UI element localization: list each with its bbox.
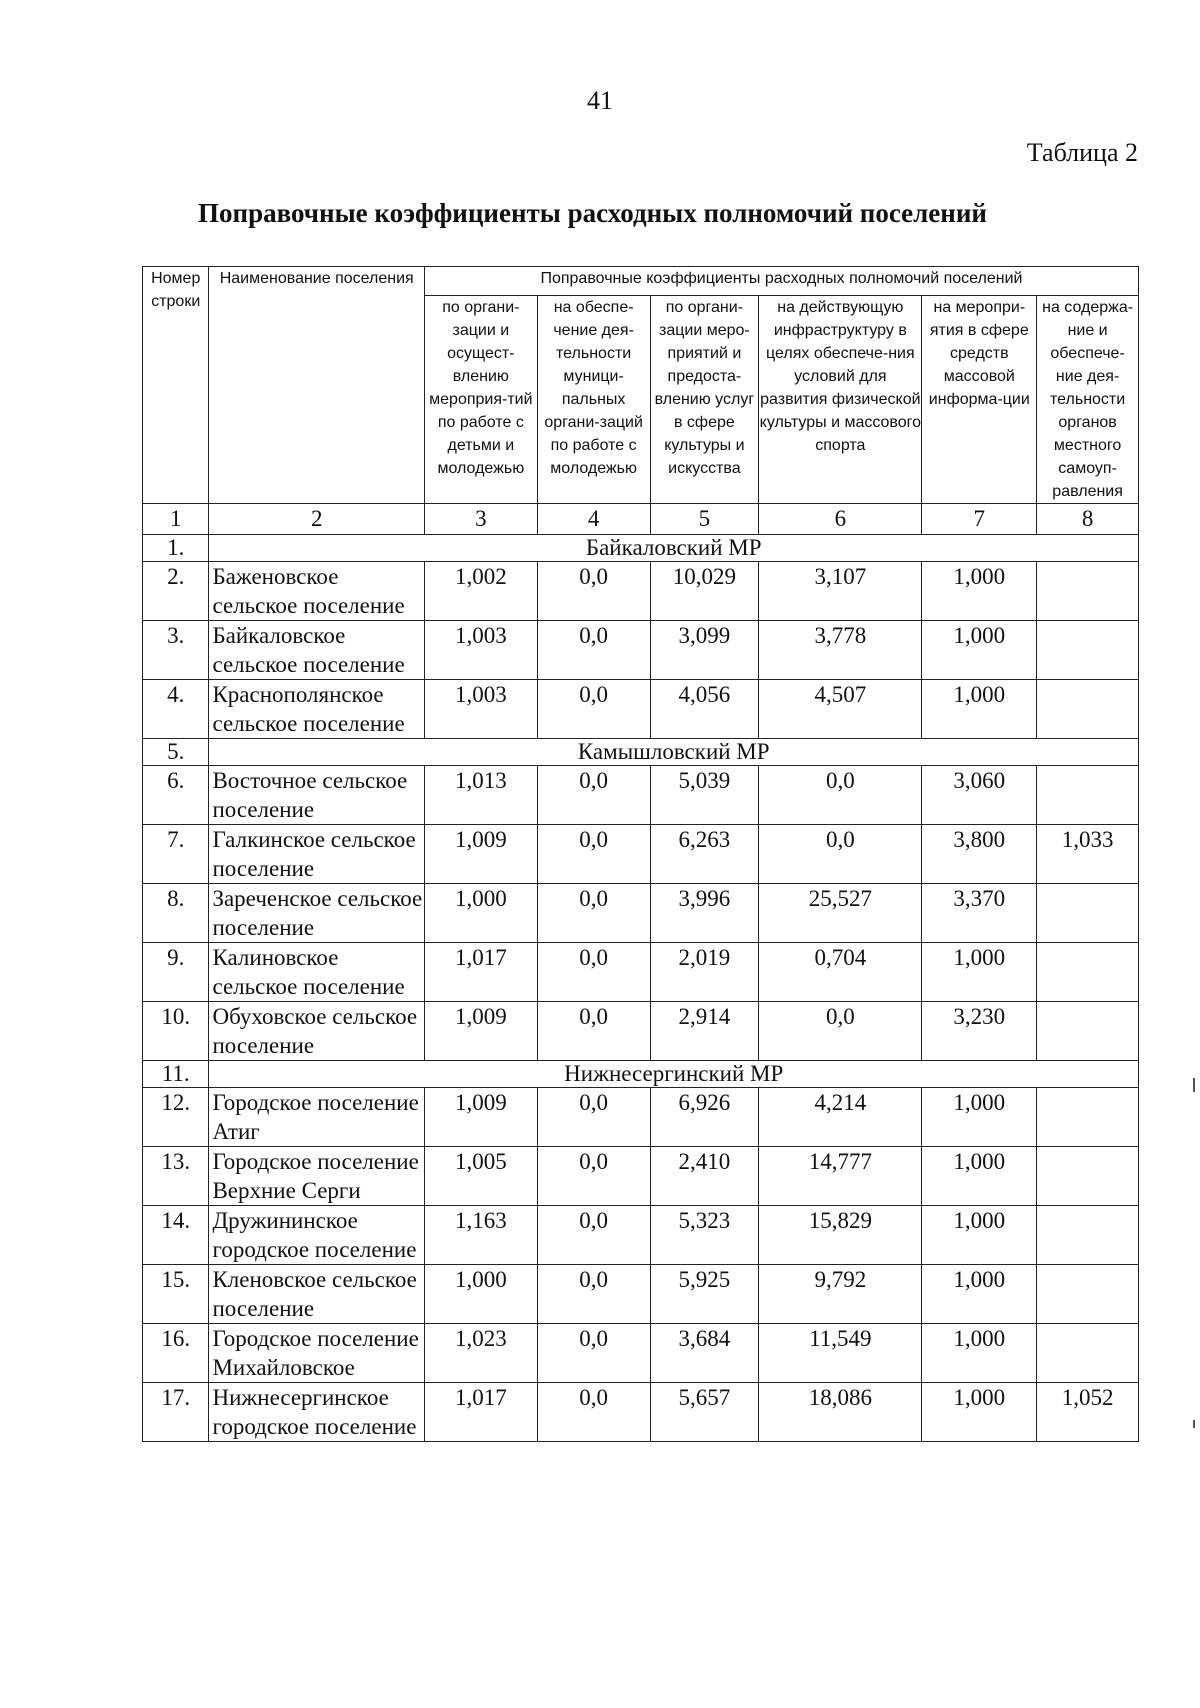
row-number: 1. [143,535,209,562]
table-row [143,1147,1139,1206]
column-number: 3 [424,504,537,535]
coefficient-value: 0,0 [537,884,650,943]
coefficient-value: 11,549 [759,1324,922,1383]
coefficient-value: 1,017 [424,1383,537,1442]
coefficient-value: 0,704 [759,943,922,1002]
row-number: 5. [143,739,209,766]
row-number: 7. [143,825,209,884]
row-number: 2. [143,562,209,621]
row-number: 3. [143,621,209,680]
settlement-name: Зареченское сельское поселение [209,884,425,943]
coefficient-value: 1,163 [424,1206,537,1265]
coefficient-value: 1,033 [1037,825,1139,884]
coefficient-value: 3,778 [759,621,922,680]
coefficient-value: 5,657 [650,1383,759,1442]
coefficient-value: 0,0 [759,825,922,884]
coefficient-value: 1,000 [922,1206,1037,1265]
coefficient-value: 1,000 [922,943,1037,1002]
coefficient-value: 0,0 [537,943,650,1002]
header-col-5: по органи-зации меро-приятий и предоста-влению услуг в сфере культуры и искусства [650,296,759,504]
row-number: 15. [143,1265,209,1324]
coefficient-value [1037,621,1139,680]
header-col-4: на обеспе-чение дея-тельности муници-пальных органи-заций по работе с молодежью [537,296,650,504]
coefficient-value: 0,0 [537,1324,650,1383]
coefficient-value: 3,684 [650,1324,759,1383]
coefficient-value: 1,000 [424,884,537,943]
coefficient-value: 4,056 [650,680,759,739]
coefficient-value: 3,800 [922,825,1037,884]
column-number: 6 [759,504,922,535]
coefficient-value: 5,039 [650,766,759,825]
table-row [143,1265,1139,1324]
settlement-name: Галкинское сельское поселение [209,825,425,884]
table-row [143,1383,1139,1442]
coefficient-value [1037,1324,1139,1383]
coefficient-value [1037,943,1139,1002]
coefficient-value: 1,000 [922,621,1037,680]
row-number: 11. [143,1061,209,1088]
settlement-name: Нижнесергинское городское поселение [209,1383,425,1442]
coefficient-value [1037,884,1139,943]
coefficient-value: 1,000 [922,1383,1037,1442]
header-row-number: Номер строки [143,267,209,504]
header-col-6: на действующую инфраструктуру в целях обеспече-ния условий для развития физической культуры и массового спорта [759,296,922,504]
row-number: 9. [143,943,209,1002]
row-number: 13. [143,1147,209,1206]
coefficient-value: 9,792 [759,1265,922,1324]
coefficient-value: 0,0 [537,1206,650,1265]
table-row [143,621,1139,680]
coefficient-value: 1,000 [922,1147,1037,1206]
coefficient-value: 2,914 [650,1002,759,1061]
coefficient-value: 4,214 [759,1088,922,1147]
coefficient-value: 0,0 [537,766,650,825]
table-row [143,1324,1139,1383]
header-col-3: по органи-зации и осущест-влению мероприя-тий по работе с детьми и молодежью [424,296,537,504]
scan-mark [1193,1078,1195,1092]
coefficient-value: 0,0 [759,766,922,825]
coefficient-value: 0,0 [537,562,650,621]
coefficient-value: 10,029 [650,562,759,621]
coefficient-value [1037,766,1139,825]
coefficient-value: 18,086 [759,1383,922,1442]
column-number: 2 [209,504,425,535]
settlement-name: Городское поселение Михайловское [209,1324,425,1383]
coefficient-value [1037,1002,1139,1061]
settlement-name: Городское поселение Атиг [209,1088,425,1147]
settlement-name: Обуховское сельское поселение [209,1002,425,1061]
settlement-name: Дружининское городское поселение [209,1206,425,1265]
column-number: 4 [537,504,650,535]
row-number: 17. [143,1383,209,1442]
row-number: 12. [143,1088,209,1147]
table-row [143,1088,1139,1147]
coefficient-value: 3,370 [922,884,1037,943]
table-row [143,766,1139,825]
district-name: Нижнесергинский МР [209,1061,1139,1088]
column-number: 8 [1037,504,1139,535]
coefficient-value: 15,829 [759,1206,922,1265]
coefficient-value: 1,000 [922,1324,1037,1383]
coefficient-value [1037,1088,1139,1147]
settlement-name: Баженовское сельское поселение [209,562,425,621]
settlement-name: Кленовское сельское поселение [209,1265,425,1324]
table-row [143,562,1139,621]
header-group-title: Поправочные коэффициенты расходных полномочий поселений [424,267,1138,296]
coefficient-value: 1,000 [922,1265,1037,1324]
coefficient-value: 0,0 [537,1383,650,1442]
coefficient-value: 1,000 [922,562,1037,621]
table-row [143,1206,1139,1265]
coefficient-value: 3,996 [650,884,759,943]
district-row [143,1061,1139,1088]
settlement-name: Калиновское сельское поселение [209,943,425,1002]
coefficient-value: 3,099 [650,621,759,680]
row-number: 8. [143,884,209,943]
row-number: 14. [143,1206,209,1265]
coefficient-value [1037,1206,1139,1265]
table-row [143,825,1139,884]
settlement-name: Городское поселение Верхние Серги [209,1147,425,1206]
coefficient-value: 2,410 [650,1147,759,1206]
coefficient-value [1037,680,1139,739]
document-title: Поправочные коэффициенты расходных полномочий поселений [198,198,987,228]
coefficient-value [1037,1265,1139,1324]
header-col-8: на содержа-ние и обеспече-ние дея-тельности органов местного самоуп-равления [1037,296,1139,504]
coefficient-value: 0,0 [537,621,650,680]
coefficient-value: 14,777 [759,1147,922,1206]
coefficient-value: 6,926 [650,1088,759,1147]
header-col-7: на меропри-ятия в сфере средств массовой информа-ции [922,296,1037,504]
column-number: 7 [922,504,1037,535]
coefficient-value: 1,002 [424,562,537,621]
coefficient-value: 6,263 [650,825,759,884]
coefficient-value: 0,0 [537,1265,650,1324]
coefficient-value: 1,009 [424,1002,537,1061]
coefficient-value: 5,323 [650,1206,759,1265]
coefficient-value [1037,562,1139,621]
coefficient-value: 0,0 [537,1088,650,1147]
header-settlement-name: Наименование поселения [209,267,425,504]
district-row [143,535,1139,562]
table-row [143,1002,1139,1061]
coefficient-value: 0,0 [759,1002,922,1061]
coefficient-value: 0,0 [537,825,650,884]
coefficient-value: 1,005 [424,1147,537,1206]
coefficient-value: 1,023 [424,1324,537,1383]
coefficient-value: 2,019 [650,943,759,1002]
coefficient-value: 1,013 [424,766,537,825]
coefficient-value: 1,009 [424,825,537,884]
coefficient-value: 1,003 [424,621,537,680]
row-number: 16. [143,1324,209,1383]
coefficient-value: 1,017 [424,943,537,1002]
column-number: 5 [650,504,759,535]
row-number: 10. [143,1002,209,1061]
coefficient-value: 5,925 [650,1265,759,1324]
table-row [143,680,1139,739]
settlement-name: Краснополянское сельское поселение [209,680,425,739]
table-label: Таблица 2 [1026,138,1138,167]
page-number: 41 [587,86,613,115]
coefficient-value: 0,0 [537,680,650,739]
row-number: 4. [143,680,209,739]
table-row [143,884,1139,943]
district-name: Байкаловский МР [209,535,1139,562]
table-row [143,943,1139,1002]
row-number: 6. [143,766,209,825]
coefficient-value: 3,107 [759,562,922,621]
district-row [143,739,1139,766]
coefficient-value: 1,000 [922,1088,1037,1147]
coefficient-value: 25,527 [759,884,922,943]
settlement-name: Байкаловское сельское поселение [209,621,425,680]
column-number-row [143,504,1139,535]
coefficient-value: 1,000 [424,1265,537,1324]
coefficient-value: 0,0 [537,1002,650,1061]
coefficients-table [142,266,1139,1442]
coefficient-value: 3,230 [922,1002,1037,1061]
coefficient-value: 1,003 [424,680,537,739]
column-number: 1 [143,504,209,535]
coefficient-value: 3,060 [922,766,1037,825]
coefficient-value: 1,052 [1037,1383,1139,1442]
coefficient-value: 0,0 [537,1147,650,1206]
district-name: Камышловский МР [209,739,1139,766]
coefficient-value [1037,1147,1139,1206]
scan-mark [1193,1420,1195,1428]
settlement-name: Восточное сельское поселение [209,766,425,825]
coefficient-value: 1,009 [424,1088,537,1147]
coefficient-value: 4,507 [759,680,922,739]
coefficient-value: 1,000 [922,680,1037,739]
